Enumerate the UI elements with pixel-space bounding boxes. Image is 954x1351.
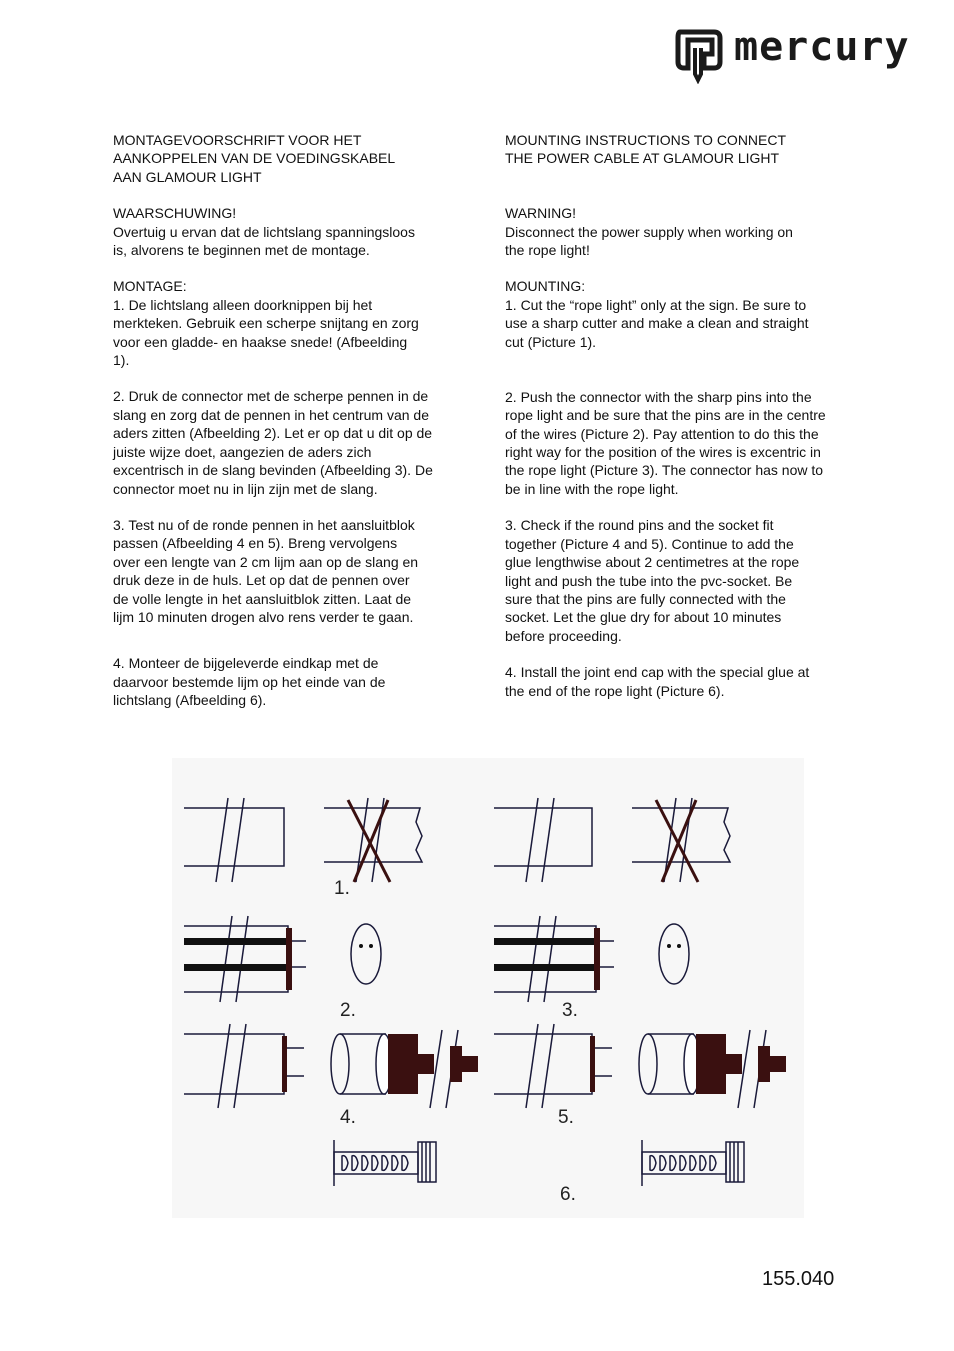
en-step-2: 2. Push the connector with the sharp pins into the rope light and be sure that the pins are in the centre of the wires (Picture 2). Pay attention to do this the right way for the position of the wires is excentric in the rope light (Picture 3). The connector has now to be in line with the rope light.: [505, 388, 826, 497]
english-instructions: [505, 131, 835, 700]
en-step-1: 1. Cut the “rope light” only at the sign. Be sure to use a sharp cutter and make a clean and straight cut (Picture 1).: [505, 296, 809, 350]
pvc-socket-1: [331, 1030, 478, 1108]
nl-title-line-3: AAN GLAMOUR LIGHT: [113, 168, 262, 185]
connector-with-pins-2: [494, 916, 614, 1002]
end-cap-2: [642, 1140, 744, 1186]
tube-cut-ok-1: [184, 798, 284, 882]
en-step-4: 4. Install the joint end cap with the special glue at the end of the rope light (Picture 6).: [505, 664, 810, 699]
pvc-socket-2: [639, 1030, 786, 1108]
end-cap-1: [334, 1140, 436, 1186]
nl-title-line-1: MONTAGEVOORSCHRIFT VOOR HET: [113, 132, 362, 148]
figure-label-3: 3.: [562, 1000, 578, 1021]
nl-step-3: 3. Test nu of de ronde pennen in het aansluitblok passen (Afbeelding 4 en 5). Breng vervolgens over een lengte van 2 cm lijm aan op de slang en druk deze in de huls. Let op dat de pennen over de volle lengte in het aansluitblok zitten. Laat de lijm 10 minuten drogen alvo rens verder te gaan.: [113, 516, 419, 625]
figure-label-6: 6.: [560, 1184, 576, 1205]
nl-step-2: 2. Druk de connector met de scherpe pennen in de slang en zorg dat de pennen in het centrum van de aders zitten (Afbeelding 2). Let er op dat u dit op de juiste wijze doet, aangezien de aders zich excentrisch in de slang bevinden (Afbeelding 3). De connector moet nu in lijn zijn met de slang.: [113, 388, 433, 497]
brand-name: mercury: [734, 24, 910, 70]
brand-logo: [674, 24, 924, 84]
en-title-line-2: THE POWER CABLE AT GLAMOUR LIGHT: [505, 150, 780, 167]
en-title-line-1: MOUNTING INSTRUCTIONS TO CONNECT: [505, 132, 787, 148]
nl-step-4: 4. Monteer de bijgeleverde eindkap met de daarvoor bestemde lijm op het einde van de lichtslang (Afbeelding 6).: [113, 655, 386, 709]
en-step-3: 3. Check if the round pins and the socket fit together (Picture 4 and 5). Continue to add the glue lengthwise about 2 centimetres at the rope light and push the tube into the pvc-socket. Be sure that the pins are fully connected with the socket. Let the glue dry for about 10 minutes before proceeding.: [505, 517, 800, 644]
round-pins-connector-2: [494, 1024, 612, 1108]
figure-label-1: 1.: [334, 878, 350, 899]
round-pins-connector-1: [184, 1024, 304, 1108]
en-warning-text: Disconnect the power supply when working on the rope light!: [505, 223, 793, 259]
assembly-illustration: [172, 758, 804, 1218]
connector-with-pins-1: [184, 916, 306, 1002]
mercury-logo-icon: [674, 28, 724, 84]
product-code: 155.040: [762, 1268, 835, 1290]
tube-cut-ok-2: [494, 798, 592, 882]
assembly-diagram: [172, 758, 804, 1218]
figure-label-2: 2.: [340, 1000, 356, 1021]
nl-mounting-heading: MONTAGE:: [113, 278, 187, 295]
dutch-instructions: [113, 131, 443, 710]
figure-label-4: 4.: [340, 1107, 356, 1128]
nl-warning-heading: WAARSCHUWING!: [113, 205, 237, 222]
socket-face-2: [659, 924, 689, 984]
nl-warning-text: Overtuig u ervan dat de lichtslang spanningsloos is, alvorens te beginnen met de montage.: [113, 223, 415, 259]
nl-step-1: 1. De lichtslang alleen doorknippen bij het merkteken. Gebruik een scherpe snijtang en zorg voor een gladde- en haakse snede! (Afbeelding 1).: [113, 296, 419, 369]
socket-face-1: [351, 924, 381, 984]
en-mounting-heading: MOUNTING:: [505, 278, 586, 295]
figure-label-5: 5.: [558, 1107, 574, 1128]
nl-title-line-2: AANKOPPELEN VAN DE VOEDINGSKABEL: [113, 150, 396, 167]
en-warning-heading: WARNING!: [505, 205, 577, 222]
